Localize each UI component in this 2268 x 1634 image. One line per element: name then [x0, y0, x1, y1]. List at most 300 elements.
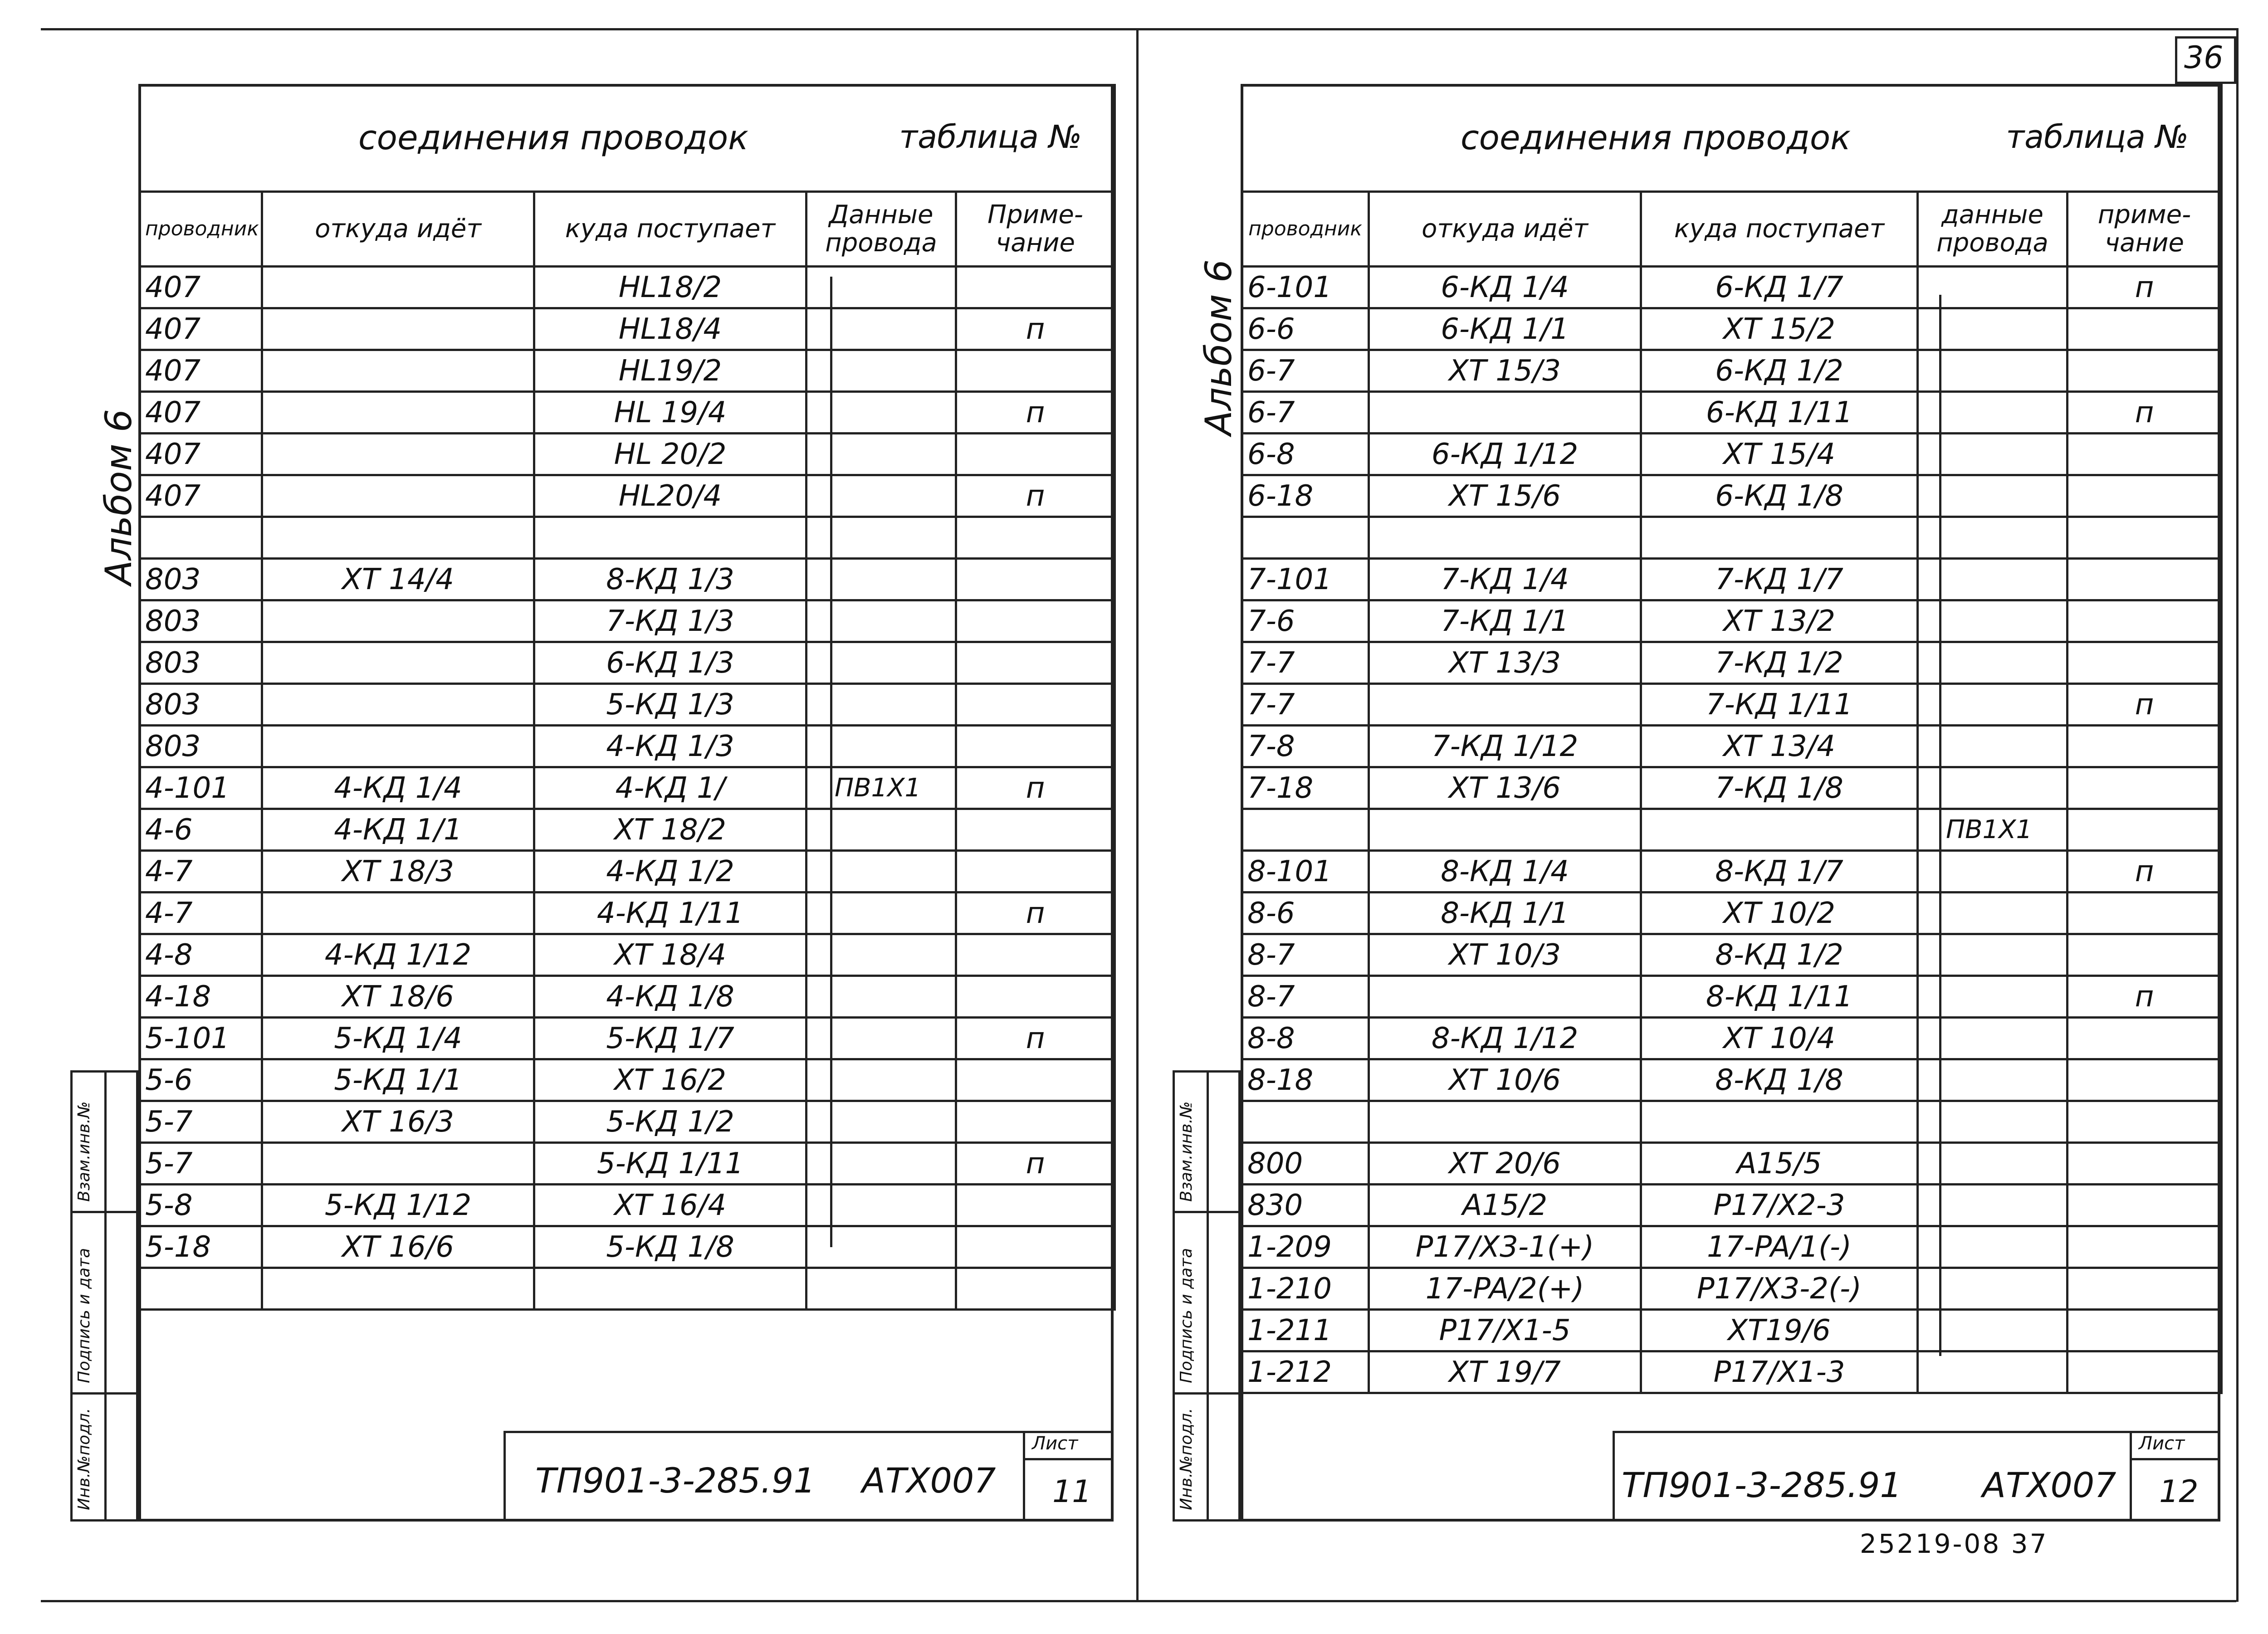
right-title-cell — [1242, 85, 2222, 192]
table-row — [1242, 1059, 2222, 1101]
table-row — [1242, 1185, 2222, 1226]
table-cell: 407 — [140, 475, 262, 517]
left-doc-code: ТП901-3-285.91 — [535, 1460, 816, 1501]
table-cell: 5-КД 1/2 — [534, 1101, 807, 1143]
table-cell: п — [2068, 684, 2222, 726]
table-cell: HL18/2 — [534, 267, 807, 308]
table-cell: 6-КД 1/11 — [1641, 392, 1918, 434]
table-cell: 5-КД 1/4 — [262, 1018, 534, 1059]
table-cell — [2068, 1143, 2222, 1185]
table-cell — [2068, 1310, 2222, 1351]
right-title-block-divider — [2130, 1431, 2132, 1522]
table-row — [1242, 809, 2222, 851]
right-sheet-number: 12 — [2159, 1474, 2199, 1510]
table-cell: 407 — [140, 434, 262, 475]
table-row — [140, 642, 1115, 684]
table-cell — [807, 1018, 956, 1059]
table-cell: 6-КД 1/3 — [534, 642, 807, 684]
table-cell: P17/X2-3 — [1641, 1185, 1918, 1226]
table-row — [140, 1268, 1115, 1310]
table-cell — [956, 517, 1115, 559]
table-cell: 5-КД 1/1 — [262, 1059, 534, 1101]
table-row — [140, 976, 1115, 1018]
table-cell: 6-8 — [1242, 434, 1369, 475]
table-cell: HL18/4 — [534, 308, 807, 350]
table-cell: 4-КД 1/2 — [534, 851, 807, 893]
table-cell — [2068, 893, 2222, 934]
table-row — [140, 1143, 1115, 1185]
table-cell — [2068, 1101, 2222, 1143]
table-cell — [2068, 726, 2222, 767]
table-cell: п — [2068, 976, 2222, 1018]
table-row — [140, 267, 1115, 308]
left-wire-brace — [830, 277, 832, 1247]
table-cell: 4-КД 1/ — [534, 767, 807, 809]
left-title-block-divider — [1023, 1458, 1114, 1460]
table-cell: XT 10/6 — [1369, 1059, 1641, 1101]
left-table-label: таблица № — [899, 118, 1082, 156]
table-cell — [956, 1226, 1115, 1268]
right-doc-suffix: АТХ007 — [1982, 1465, 2116, 1505]
table-cell: 4-7 — [140, 893, 262, 934]
table-row — [140, 1018, 1115, 1059]
table-cell — [2068, 1351, 2222, 1393]
table-cell — [807, 934, 956, 976]
table-cell: 407 — [140, 308, 262, 350]
table-cell: 1-211 — [1242, 1310, 1369, 1351]
left-header-cell: откуда идёт — [262, 192, 534, 267]
table-row — [140, 767, 1115, 809]
table-cell — [262, 1268, 534, 1310]
table-cell: 4-КД 1/12 — [262, 934, 534, 976]
table-cell — [534, 1268, 807, 1310]
table-row — [1242, 1101, 2222, 1143]
table-cell: 4-6 — [140, 809, 262, 851]
table-cell: 8-7 — [1242, 976, 1369, 1018]
right-header-cell: данные провода — [1918, 192, 2068, 267]
table-cell — [807, 475, 956, 517]
left-title-cell — [140, 85, 1115, 192]
table-cell: XT 16/2 — [534, 1059, 807, 1101]
table-cell — [807, 684, 956, 726]
table-cell: 6-КД 1/1 — [1369, 308, 1641, 350]
table-cell — [956, 1268, 1115, 1310]
table-cell: п — [2068, 851, 2222, 893]
left-header-cell: проводник — [140, 192, 262, 267]
table-cell: 6-18 — [1242, 475, 1369, 517]
table-cell: 17-PA/1(-) — [1641, 1226, 1918, 1268]
table-cell: 4-7 — [140, 851, 262, 893]
table-cell: 5-101 — [140, 1018, 262, 1059]
table-cell — [807, 809, 956, 851]
table-cell: 803 — [140, 726, 262, 767]
table-cell: HL 20/2 — [534, 434, 807, 475]
table-cell: 7-КД 1/4 — [1369, 559, 1641, 600]
table-cell — [262, 267, 534, 308]
table-cell — [262, 1143, 534, 1185]
table-cell — [2068, 475, 2222, 517]
table-cell — [807, 851, 956, 893]
table-cell — [956, 684, 1115, 726]
table-row — [140, 934, 1115, 976]
table-cell — [807, 434, 956, 475]
table-cell: 5-КД 1/12 — [262, 1185, 534, 1226]
right-stamp-label: Инв.№подл. — [1177, 1408, 1196, 1510]
table-row — [1242, 308, 2222, 350]
table-cell — [807, 1101, 956, 1143]
table-row — [1242, 517, 2222, 559]
table-cell — [807, 267, 956, 308]
table-row — [140, 684, 1115, 726]
table-cell — [807, 1226, 956, 1268]
table-cell: XT 10/4 — [1641, 1018, 1918, 1059]
table-cell — [1369, 809, 1641, 851]
left-sheet-number: 11 — [1052, 1474, 1092, 1510]
table-cell: A15/5 — [1641, 1143, 1918, 1185]
table-cell: XT 18/4 — [534, 934, 807, 976]
table-cell: 5-КД 1/11 — [534, 1143, 807, 1185]
table-cell — [262, 434, 534, 475]
left-stamp-divider — [70, 1392, 138, 1395]
table-cell: ПВ1Х1 — [807, 767, 956, 809]
table-cell: 7-КД 1/11 — [1641, 684, 1918, 726]
table-cell: 407 — [140, 392, 262, 434]
right-wire-brace — [1939, 295, 1941, 1356]
table-cell — [956, 1059, 1115, 1101]
right-header-row — [1242, 192, 2222, 267]
left-doc-suffix: АТХ007 — [862, 1460, 996, 1501]
table-cell: 8-18 — [1242, 1059, 1369, 1101]
table-cell: 407 — [140, 350, 262, 392]
table-cell — [2068, 350, 2222, 392]
table-row — [1242, 1310, 2222, 1351]
table-cell: 8-КД 1/7 — [1641, 851, 1918, 893]
table-cell — [2068, 517, 2222, 559]
left-album-label: Альбом 6 — [98, 409, 140, 585]
left-title: соединения проводок — [358, 118, 748, 158]
table-cell — [1369, 976, 1641, 1018]
table-cell: п — [956, 893, 1115, 934]
table-row — [140, 308, 1115, 350]
table-row — [1242, 1143, 2222, 1185]
left-stamp-label: Взам.инв.№ — [75, 1101, 93, 1202]
right-outer-border — [2236, 28, 2239, 1602]
table-cell: XT 13/3 — [1369, 642, 1641, 684]
table-row — [1242, 726, 2222, 767]
right-footer-code: 25219-08 37 — [1860, 1528, 2048, 1559]
table-row — [1242, 893, 2222, 934]
table-cell: 6-101 — [1242, 267, 1369, 308]
table-cell: XT 15/2 — [1641, 308, 1918, 350]
table-cell: XT 15/3 — [1369, 350, 1641, 392]
table-cell: 6-КД 1/7 — [1641, 267, 1918, 308]
table-row — [1242, 392, 2222, 434]
table-row — [140, 1101, 1115, 1143]
table-cell: 7-КД 1/1 — [1369, 600, 1641, 642]
table-cell — [807, 350, 956, 392]
table-row — [140, 809, 1115, 851]
table-cell — [1369, 392, 1641, 434]
table-cell: 8-КД 1/12 — [1369, 1018, 1641, 1059]
table-row — [140, 434, 1115, 475]
table-cell — [807, 1059, 956, 1101]
table-cell: п — [2068, 392, 2222, 434]
table-cell: XT19/6 — [1641, 1310, 1918, 1351]
table-cell — [807, 976, 956, 1018]
table-cell: 7-6 — [1242, 600, 1369, 642]
table-cell — [956, 1185, 1115, 1226]
table-cell: п — [956, 1018, 1115, 1059]
table-row — [1242, 976, 2222, 1018]
table-cell — [807, 642, 956, 684]
table-cell: 800 — [1242, 1143, 1369, 1185]
right-stamp-label: Подпись и дата — [1177, 1248, 1196, 1383]
table-cell: XT 14/4 — [262, 559, 534, 600]
table-cell: 7-КД 1/7 — [1641, 559, 1918, 600]
table-row — [1242, 767, 2222, 809]
table-cell — [2068, 559, 2222, 600]
table-row — [140, 893, 1115, 934]
left-stamp-divider — [104, 1070, 107, 1522]
table-row — [140, 1059, 1115, 1101]
table-cell — [262, 350, 534, 392]
table-cell — [807, 600, 956, 642]
table-row — [1242, 559, 2222, 600]
table-cell — [956, 350, 1115, 392]
table-cell: XT 16/6 — [262, 1226, 534, 1268]
table-cell: HL19/2 — [534, 350, 807, 392]
table-cell: 8-8 — [1242, 1018, 1369, 1059]
table-cell: 5-КД 1/3 — [534, 684, 807, 726]
table-cell — [956, 809, 1115, 851]
table-cell — [262, 517, 534, 559]
table-cell — [956, 642, 1115, 684]
table-cell: 7-КД 1/2 — [1641, 642, 1918, 684]
table-cell: п — [956, 767, 1115, 809]
table-cell: 6-КД 1/4 — [1369, 267, 1641, 308]
table-cell — [140, 1268, 262, 1310]
right-stamp-divider — [1173, 1392, 1241, 1395]
table-cell: 8-КД 1/8 — [1641, 1059, 1918, 1101]
left-wires-table — [138, 84, 1116, 1311]
table-cell: P17/X3-1(+) — [1369, 1226, 1641, 1268]
left-header-cell: Приме-чание — [956, 192, 1115, 267]
table-row — [140, 475, 1115, 517]
bottom-rule — [41, 1600, 2236, 1602]
table-cell: 7-КД 1/12 — [1369, 726, 1641, 767]
right-header-cell: приме-чание — [2068, 192, 2222, 267]
table-cell — [807, 308, 956, 350]
table-cell: 4-101 — [140, 767, 262, 809]
table-row — [140, 1226, 1115, 1268]
table-cell: 1-209 — [1242, 1226, 1369, 1268]
table-cell: P17/X3-2(-) — [1641, 1268, 1918, 1310]
table-cell: 5-КД 1/8 — [534, 1226, 807, 1268]
table-cell — [1369, 684, 1641, 726]
table-cell: 6-КД 1/12 — [1369, 434, 1641, 475]
table-cell — [262, 600, 534, 642]
table-cell: XT 15/4 — [1641, 434, 1918, 475]
table-cell — [807, 1143, 956, 1185]
left-stamp-label: Инв.№подл. — [75, 1408, 93, 1510]
table-cell: п — [956, 1143, 1115, 1185]
table-cell — [2068, 934, 2222, 976]
table-cell: 5-8 — [140, 1185, 262, 1226]
table-cell: 5-7 — [140, 1101, 262, 1143]
table-cell: 8-6 — [1242, 893, 1369, 934]
table-row — [140, 851, 1115, 893]
table-cell — [2068, 809, 2222, 851]
table-row — [140, 600, 1115, 642]
right-header-cell: проводник — [1242, 192, 1369, 267]
table-cell — [2068, 1059, 2222, 1101]
table-cell — [262, 642, 534, 684]
table-cell: 4-18 — [140, 976, 262, 1018]
right-doc-code: ТП901-3-285.91 — [1622, 1465, 1902, 1505]
left-header-cell: Данные провода — [807, 192, 956, 267]
table-cell: 8-КД 1/11 — [1641, 976, 1918, 1018]
table-cell — [262, 475, 534, 517]
table-cell: 6-6 — [1242, 308, 1369, 350]
table-cell: 1-212 — [1242, 1351, 1369, 1393]
left-header-cell: куда поступает — [534, 192, 807, 267]
table-row — [1242, 1351, 2222, 1393]
table-cell — [262, 684, 534, 726]
table-cell — [807, 559, 956, 600]
table-cell: 803 — [140, 684, 262, 726]
table-cell: XT 13/4 — [1641, 726, 1918, 767]
table-cell — [1641, 1101, 1918, 1143]
table-cell: XT 13/6 — [1369, 767, 1641, 809]
table-cell: 4-КД 1/1 — [262, 809, 534, 851]
table-cell: 8-КД 1/1 — [1369, 893, 1641, 934]
table-cell: XT 19/7 — [1369, 1351, 1641, 1393]
table-cell — [534, 517, 807, 559]
table-cell — [262, 308, 534, 350]
table-cell — [1242, 809, 1369, 851]
table-cell: 4-КД 1/4 — [262, 767, 534, 809]
table-cell: A15/2 — [1369, 1185, 1641, 1226]
table-cell: 5-18 — [140, 1226, 262, 1268]
table-cell — [956, 726, 1115, 767]
table-cell: п — [956, 308, 1115, 350]
left-stamp-label: Подпись и дата — [75, 1248, 93, 1383]
table-cell: XT 16/3 — [262, 1101, 534, 1143]
table-cell: 7-7 — [1242, 684, 1369, 726]
table-row — [1242, 267, 2222, 308]
table-row — [1242, 934, 2222, 976]
table-cell: 7-7 — [1242, 642, 1369, 684]
table-cell — [956, 1101, 1115, 1143]
table-row — [1242, 684, 2222, 726]
table-cell — [807, 726, 956, 767]
table-cell — [956, 559, 1115, 600]
table-cell: 803 — [140, 559, 262, 600]
table-cell: 7-8 — [1242, 726, 1369, 767]
table-cell: 4-8 — [140, 934, 262, 976]
table-cell: 4-КД 1/11 — [534, 893, 807, 934]
table-cell — [2068, 1268, 2222, 1310]
table-cell: 8-КД 1/4 — [1369, 851, 1641, 893]
table-cell: 17-PA/2(+) — [1369, 1268, 1641, 1310]
right-title: соединения проводок — [1461, 118, 1851, 158]
table-cell: 8-7 — [1242, 934, 1369, 976]
table-cell — [2068, 600, 2222, 642]
table-cell — [2068, 1185, 2222, 1226]
table-row — [1242, 475, 2222, 517]
table-cell — [956, 851, 1115, 893]
table-cell: XT 10/3 — [1369, 934, 1641, 976]
table-cell — [956, 976, 1115, 1018]
table-row — [140, 726, 1115, 767]
table-cell — [1918, 1351, 2068, 1393]
table-cell: XT 15/6 — [1369, 475, 1641, 517]
table-cell: п — [956, 475, 1115, 517]
table-cell: п — [956, 392, 1115, 434]
table-cell: 7-КД 1/8 — [1641, 767, 1918, 809]
table-row — [1242, 642, 2222, 684]
center-fold — [1136, 28, 1139, 1602]
table-cell: 4-КД 1/8 — [534, 976, 807, 1018]
right-stamp-divider — [1207, 1070, 1209, 1522]
table-cell — [2068, 767, 2222, 809]
table-cell — [1242, 1101, 1369, 1143]
right-album-label: Альбом 6 — [1198, 259, 1240, 435]
table-row — [1242, 434, 2222, 475]
right-header-cell: куда поступает — [1641, 192, 1918, 267]
right-wires-table — [1241, 84, 2223, 1394]
left-sheet-label: Лист — [1032, 1433, 1078, 1454]
table-row — [140, 1185, 1115, 1226]
top-rule — [41, 28, 2236, 30]
table-cell — [262, 392, 534, 434]
table-cell — [956, 267, 1115, 308]
right-header-cell: откуда идёт — [1369, 192, 1641, 267]
table-cell: 7-101 — [1242, 559, 1369, 600]
table-row — [140, 517, 1115, 559]
table-row — [1242, 1018, 2222, 1059]
table-cell: 6-КД 1/8 — [1641, 475, 1918, 517]
table-cell — [2068, 434, 2222, 475]
table-cell: XT 10/2 — [1641, 893, 1918, 934]
table-cell: XT 18/2 — [534, 809, 807, 851]
table-cell: 5-7 — [140, 1143, 262, 1185]
table-cell — [807, 893, 956, 934]
table-cell: 7-18 — [1242, 767, 1369, 809]
table-cell — [956, 600, 1115, 642]
table-cell: HL 19/4 — [534, 392, 807, 434]
table-row — [140, 350, 1115, 392]
table-row — [1242, 851, 2222, 893]
table-cell: 8-КД 1/3 — [534, 559, 807, 600]
table-row — [140, 392, 1115, 434]
right-table-label: таблица № — [2006, 118, 2189, 156]
table-cell: 4-КД 1/3 — [534, 726, 807, 767]
table-cell — [956, 434, 1115, 475]
right-sheet-label: Лист — [2139, 1433, 2185, 1454]
table-cell — [2068, 308, 2222, 350]
table-cell — [2068, 642, 2222, 684]
table-row — [1242, 600, 2222, 642]
table-cell — [807, 517, 956, 559]
left-title-block-divider — [1023, 1431, 1025, 1522]
table-cell — [807, 1185, 956, 1226]
table-cell: 6-7 — [1242, 392, 1369, 434]
table-cell: 6-7 — [1242, 350, 1369, 392]
table-cell: P17/X1-3 — [1641, 1351, 1918, 1393]
table-cell — [2068, 1018, 2222, 1059]
table-row — [140, 559, 1115, 600]
